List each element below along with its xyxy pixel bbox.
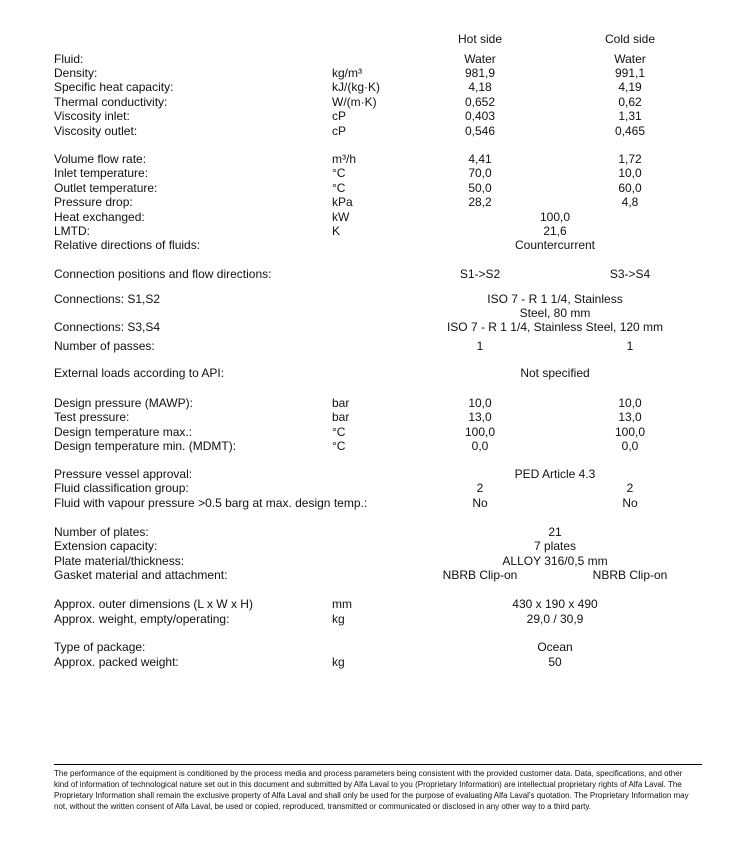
label-fluid-with-vapour-pressure-0-5-barg-at-max-design-temp: Fluid with vapour pressure >0.5 barg at max. design temp.: xyxy=(54,496,368,510)
label-design-temperature-min-mdmt: Design temperature min. (MDMT): xyxy=(54,439,237,453)
hot-value-connection-positions-and-flow-directions: S1->S2 xyxy=(459,267,501,281)
shared-value-heat-exchanged: 100,0 xyxy=(539,210,571,224)
cold-value-thermal-conductivity: 0,62 xyxy=(618,95,642,109)
cold-value-gasket-material-and-attachment: NBRB Clip-on xyxy=(592,568,668,582)
shared-value-connections-s1-s2: ISO 7 - R 1 1/4, Stainless xyxy=(487,292,623,306)
unit-lmtd: K xyxy=(332,224,341,238)
proprietary-disclaimer: The performance of the equipment is conditioned by the process media and process parameters being consistent with the provided customer data. Data, specifications, and other kind of information of technological nature set out in this document and submitted by Alfa Laval to you (Proprietary Information) are intellectual proprietary rights of Alfa Laval. The Proprietary Information shall remain the exclusive property of Alfa Laval and shall only be used for the purpose of evaluating Alfa Laval's quotation. The Proprietary Information may not, without the written consent of Alfa Laval, be used or copied, reproduced, transmitted or communicated or disclosed in any other way to a third party. xyxy=(54,769,689,811)
cold-value-fluid: Water xyxy=(614,52,646,66)
cold-value-density: 991,1 xyxy=(614,66,646,80)
label-connection-positions-and-flow-directions: Connection positions and flow directions: xyxy=(54,267,272,281)
cold-value-number-of-passes: 1 xyxy=(626,339,634,353)
hot-value-fluid-with-vapour-pressure-0-5-barg-at-max-design-temp: No xyxy=(472,496,488,510)
label-external-loads-according-to-api: External loads according to API: xyxy=(54,366,225,380)
label-fluid-classification-group: Fluid classification group: xyxy=(54,481,189,495)
shared-value-relative-directions-of-fluids: Countercurrent xyxy=(514,238,596,252)
cold-side-header: Cold side xyxy=(604,32,656,46)
label-test-pressure: Test pressure: xyxy=(54,410,130,424)
shared-value-extension-capacity: 7 plates xyxy=(533,539,577,553)
label-pressure-drop: Pressure drop: xyxy=(54,195,133,209)
cold-value-fluid-classification-group: 2 xyxy=(626,481,634,495)
hot-value-fluid: Water xyxy=(464,52,496,66)
label-thermal-conductivity: Thermal conductivity: xyxy=(54,95,168,109)
label-inlet-temperature: Inlet temperature: xyxy=(54,166,149,180)
cold-value-volume-flow-rate: 1,72 xyxy=(618,152,642,166)
hot-value-design-pressure-mawp: 10,0 xyxy=(468,396,492,410)
unit-design-temperature-max: °C xyxy=(332,425,346,439)
shared-value-2-connections-s1-s2: Steel, 80 mm xyxy=(519,306,591,320)
unit-density: kg/m³ xyxy=(332,66,362,80)
label-plate-material-thickness: Plate material/thickness: xyxy=(54,554,185,568)
unit-specific-heat-capacity: kJ/(kg·K) xyxy=(332,80,380,94)
shared-value-approx-packed-weight: 50 xyxy=(548,655,562,669)
label-volume-flow-rate: Volume flow rate: xyxy=(54,152,147,166)
shared-value-lmtd: 21,6 xyxy=(543,224,567,238)
shared-value-external-loads-according-to-api: Not specified xyxy=(520,366,590,380)
label-connections-s1-s2: Connections: S1,S2 xyxy=(54,292,161,306)
cold-value-outlet-temperature: 60,0 xyxy=(618,181,642,195)
hot-value-design-temperature-max: 100,0 xyxy=(464,425,496,439)
hot-value-test-pressure: 13,0 xyxy=(468,410,492,424)
label-number-of-plates: Number of plates: xyxy=(54,525,149,539)
label-design-temperature-max: Design temperature max.: xyxy=(54,425,193,439)
cold-value-design-temperature-max: 100,0 xyxy=(614,425,646,439)
cold-value-design-temperature-min-mdmt: 0,0 xyxy=(621,439,639,453)
hot-value-pressure-drop: 28,2 xyxy=(468,195,492,209)
unit-design-pressure-mawp: bar xyxy=(332,396,350,410)
cold-value-design-pressure-mawp: 10,0 xyxy=(618,396,642,410)
label-extension-capacity: Extension capacity: xyxy=(54,539,158,553)
label-approx-packed-weight: Approx. packed weight: xyxy=(54,655,179,669)
hot-value-fluid-classification-group: 2 xyxy=(476,481,484,495)
cold-value-fluid-with-vapour-pressure-0-5-barg-at-max-design-temp: No xyxy=(622,496,638,510)
unit-approx-packed-weight: kg xyxy=(332,655,345,669)
unit-inlet-temperature: °C xyxy=(332,166,346,180)
cold-value-viscosity-inlet: 1,31 xyxy=(618,109,642,123)
label-fluid: Fluid: xyxy=(54,52,84,66)
shared-value-approx-weight-empty-operating: 29,0 / 30,9 xyxy=(526,612,584,626)
cold-value-test-pressure: 13,0 xyxy=(618,410,642,424)
label-number-of-passes: Number of passes: xyxy=(54,339,155,353)
hot-value-volume-flow-rate: 4,41 xyxy=(468,152,492,166)
hot-value-outlet-temperature: 50,0 xyxy=(468,181,492,195)
shared-value-number-of-plates: 21 xyxy=(548,525,562,539)
label-outlet-temperature: Outlet temperature: xyxy=(54,181,158,195)
label-heat-exchanged: Heat exchanged: xyxy=(54,210,145,224)
unit-volume-flow-rate: m³/h xyxy=(332,152,356,166)
hot-value-gasket-material-and-attachment: NBRB Clip-on xyxy=(442,568,518,582)
hot-value-design-temperature-min-mdmt: 0,0 xyxy=(471,439,489,453)
shared-value-pressure-vessel-approval: PED Article 4.3 xyxy=(514,467,596,481)
unit-viscosity-outlet: cP xyxy=(332,124,347,138)
unit-test-pressure: bar xyxy=(332,410,350,424)
label-pressure-vessel-approval: Pressure vessel approval: xyxy=(54,467,193,481)
unit-thermal-conductivity: W/(m·K) xyxy=(332,95,377,109)
cold-value-viscosity-outlet: 0,465 xyxy=(614,124,646,138)
shared-value-plate-material-thickness: ALLOY 316/0,5 mm xyxy=(502,554,608,568)
hot-value-density: 981,9 xyxy=(464,66,496,80)
hot-value-viscosity-inlet: 0,403 xyxy=(464,109,496,123)
label-relative-directions-of-fluids: Relative directions of fluids: xyxy=(54,238,201,252)
label-design-pressure-mawp: Design pressure (MAWP): xyxy=(54,396,193,410)
hot-value-inlet-temperature: 70,0 xyxy=(468,166,492,180)
label-gasket-material-and-attachment: Gasket material and attachment: xyxy=(54,568,228,582)
label-connections-s3-s4: Connections: S3,S4 xyxy=(54,320,161,334)
hot-value-specific-heat-capacity: 4,18 xyxy=(468,80,492,94)
label-specific-heat-capacity: Specific heat capacity: xyxy=(54,80,174,94)
shared-value-approx-outer-dimensions-l-x-w-x-h: 430 x 190 x 490 xyxy=(512,597,598,611)
label-density: Density: xyxy=(54,66,98,80)
unit-approx-outer-dimensions-l-x-w-x-h: mm xyxy=(332,597,352,611)
unit-outlet-temperature: °C xyxy=(332,181,346,195)
unit-heat-exchanged: kW xyxy=(332,210,350,224)
unit-pressure-drop: kPa xyxy=(332,195,353,209)
shared-value-type-of-package: Ocean xyxy=(537,640,573,654)
label-lmtd: LMTD: xyxy=(54,224,90,238)
cold-value-specific-heat-capacity: 4,19 xyxy=(618,80,642,94)
cold-value-pressure-drop: 4,8 xyxy=(621,195,639,209)
unit-design-temperature-min-mdmt: °C xyxy=(332,439,346,453)
label-approx-outer-dimensions-l-x-w-x-h: Approx. outer dimensions (L x W x H) xyxy=(54,597,253,611)
label-viscosity-outlet: Viscosity outlet: xyxy=(54,124,138,138)
label-approx-weight-empty-operating: Approx. weight, empty/operating: xyxy=(54,612,230,626)
hot-side-header: Hot side xyxy=(457,32,503,46)
footer-divider xyxy=(54,764,702,765)
label-type-of-package: Type of package: xyxy=(54,640,146,654)
hot-value-thermal-conductivity: 0,652 xyxy=(464,95,496,109)
hot-value-number-of-passes: 1 xyxy=(476,339,484,353)
cold-value-connection-positions-and-flow-directions: S3->S4 xyxy=(609,267,651,281)
unit-viscosity-inlet: cP xyxy=(332,109,347,123)
hot-value-viscosity-outlet: 0,546 xyxy=(464,124,496,138)
label-viscosity-inlet: Viscosity inlet: xyxy=(54,109,130,123)
cold-value-inlet-temperature: 10,0 xyxy=(618,166,642,180)
shared-value-connections-s3-s4: ISO 7 - R 1 1/4, Stainless Steel, 120 mm xyxy=(446,320,664,334)
unit-approx-weight-empty-operating: kg xyxy=(332,612,345,626)
